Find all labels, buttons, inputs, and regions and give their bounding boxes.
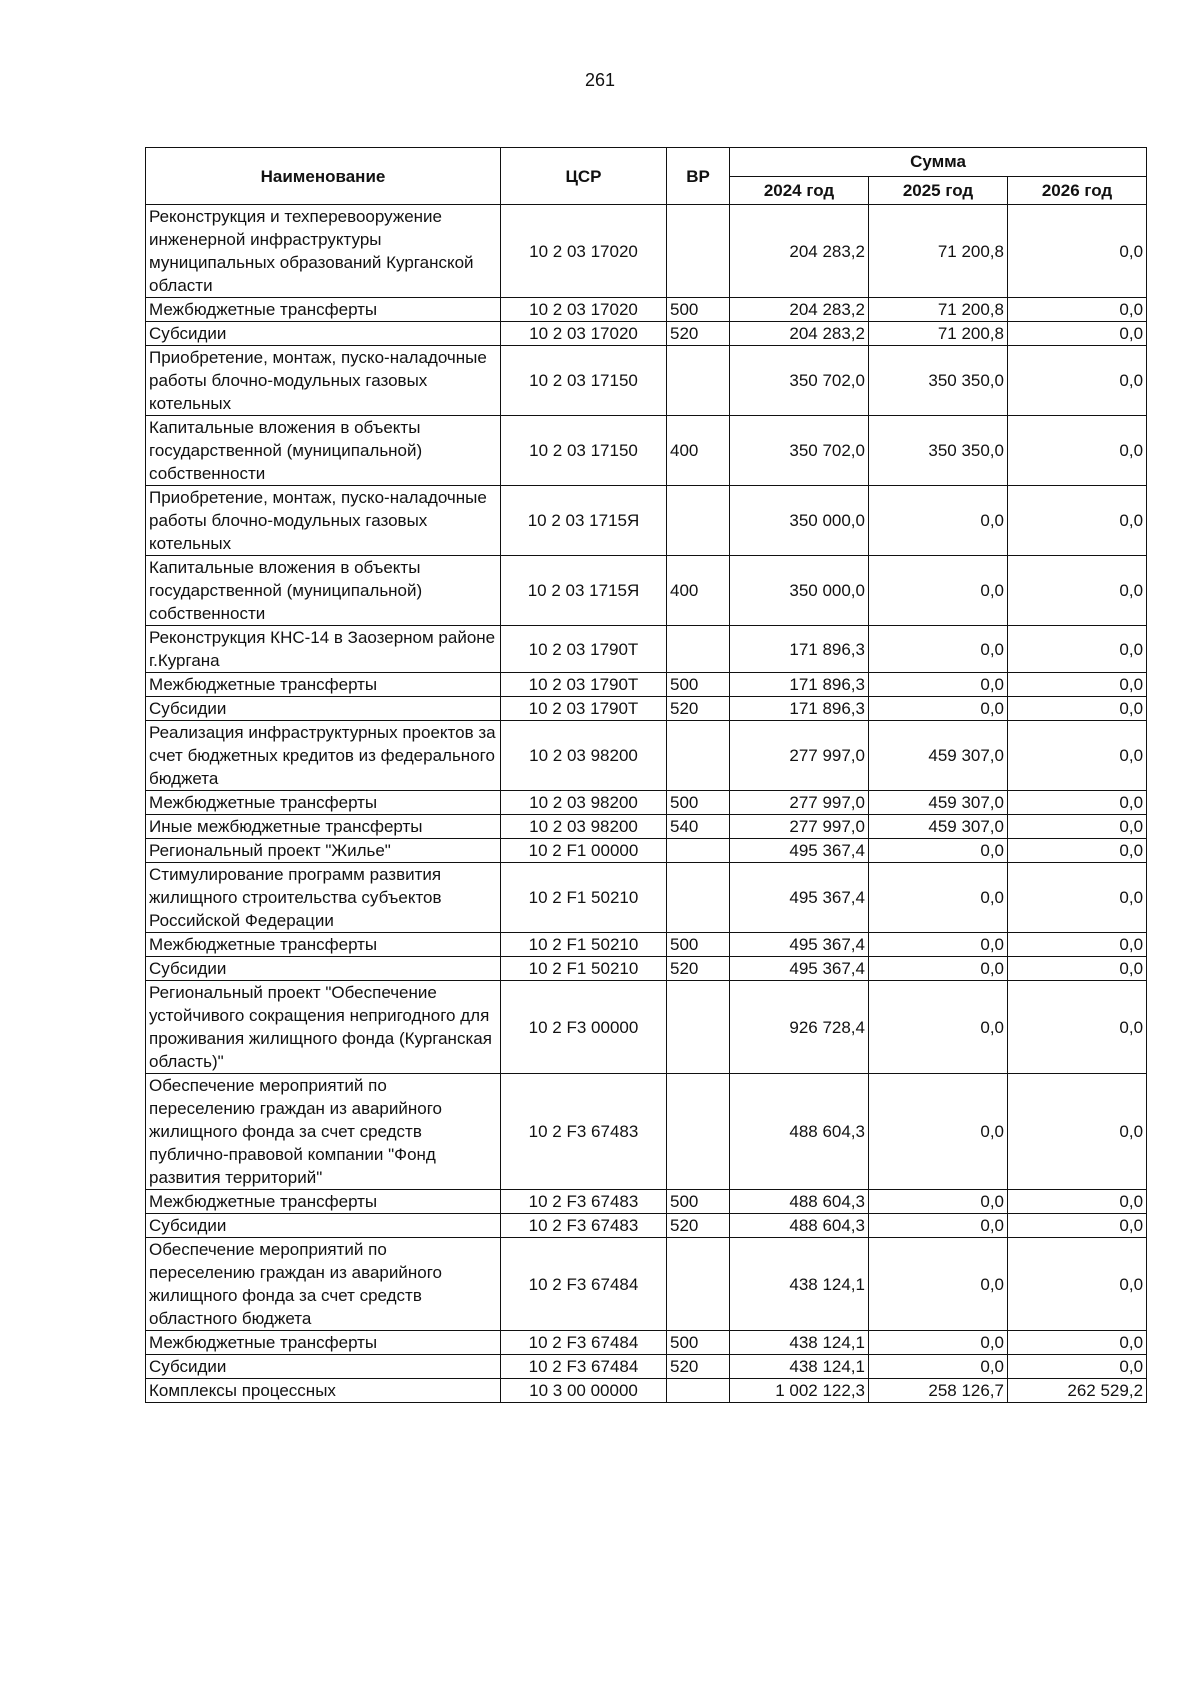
row-sum-2026-cell: 0,0 xyxy=(1008,1190,1147,1214)
table-header xyxy=(146,148,1147,205)
table-row xyxy=(146,1238,1147,1331)
row-vr-cell: 400 xyxy=(667,416,730,486)
table-row xyxy=(146,1074,1147,1190)
row-sum-2025-cell: 459 307,0 xyxy=(869,815,1008,839)
row-csr-cell: 10 2 F3 67484 xyxy=(501,1238,667,1331)
row-name-cell: Субсидии xyxy=(146,697,501,721)
row-csr-cell: 10 2 F3 67483 xyxy=(501,1214,667,1238)
row-csr-cell: 10 2 03 1790Т xyxy=(501,697,667,721)
row-vr-cell xyxy=(667,1074,730,1190)
row-vr-cell: 500 xyxy=(667,298,730,322)
row-name-cell: Субсидии xyxy=(146,957,501,981)
row-name-cell: Комплексы процессных xyxy=(146,1379,501,1403)
row-sum-2026-cell: 0,0 xyxy=(1008,1238,1147,1331)
row-csr-cell: 10 2 03 17020 xyxy=(501,298,667,322)
row-vr-cell: 500 xyxy=(667,791,730,815)
row-name-cell: Приобретение, монтаж, пуско-наладочные работы блочно-модульных газовых котельных xyxy=(146,486,501,556)
table-row xyxy=(146,933,1147,957)
row-name-cell: Реализация инфраструктурных проектов за счет бюджетных кредитов из федерального бюджета xyxy=(146,721,501,791)
row-sum-2024-cell: 488 604,3 xyxy=(730,1190,869,1214)
row-sum-2025-cell: 0,0 xyxy=(869,981,1008,1074)
header-csr: ЦСР xyxy=(501,148,667,205)
row-sum-2024-cell: 350 000,0 xyxy=(730,556,869,626)
row-sum-2025-cell: 459 307,0 xyxy=(869,791,1008,815)
row-sum-2025-cell: 71 200,8 xyxy=(869,205,1008,298)
row-csr-cell: 10 2 03 98200 xyxy=(501,721,667,791)
row-sum-2026-cell: 0,0 xyxy=(1008,721,1147,791)
row-sum-2024-cell: 171 896,3 xyxy=(730,626,869,673)
budget-table xyxy=(145,147,1147,1403)
row-sum-2024-cell: 495 367,4 xyxy=(730,839,869,863)
row-sum-2025-cell: 258 126,7 xyxy=(869,1379,1008,1403)
row-vr-cell: 540 xyxy=(667,815,730,839)
row-csr-cell: 10 2 03 1715Я xyxy=(501,556,667,626)
row-sum-2025-cell: 0,0 xyxy=(869,1190,1008,1214)
row-sum-2026-cell: 0,0 xyxy=(1008,346,1147,416)
row-sum-2025-cell: 0,0 xyxy=(869,1331,1008,1355)
row-sum-2026-cell: 0,0 xyxy=(1008,1214,1147,1238)
row-csr-cell: 10 2 03 98200 xyxy=(501,815,667,839)
row-sum-2025-cell: 0,0 xyxy=(869,556,1008,626)
row-sum-2026-cell: 0,0 xyxy=(1008,697,1147,721)
row-sum-2026-cell: 0,0 xyxy=(1008,1331,1147,1355)
table-row xyxy=(146,981,1147,1074)
row-vr-cell xyxy=(667,626,730,673)
row-sum-2026-cell: 0,0 xyxy=(1008,673,1147,697)
row-sum-2024-cell: 495 367,4 xyxy=(730,863,869,933)
table-row xyxy=(146,697,1147,721)
row-sum-2025-cell: 0,0 xyxy=(869,957,1008,981)
row-name-cell: Обеспечение мероприятий по переселению граждан из аварийного жилищного фонда за счет средств областного бюджета xyxy=(146,1238,501,1331)
row-sum-2024-cell: 926 728,4 xyxy=(730,981,869,1074)
row-csr-cell: 10 2 F3 67484 xyxy=(501,1355,667,1379)
row-sum-2026-cell: 0,0 xyxy=(1008,486,1147,556)
row-sum-2026-cell: 0,0 xyxy=(1008,839,1147,863)
row-vr-cell xyxy=(667,981,730,1074)
row-csr-cell: 10 2 03 1790Т xyxy=(501,673,667,697)
row-csr-cell: 10 2 F1 50210 xyxy=(501,863,667,933)
row-sum-2025-cell: 350 350,0 xyxy=(869,346,1008,416)
row-sum-2025-cell: 0,0 xyxy=(869,697,1008,721)
row-vr-cell: 500 xyxy=(667,1331,730,1355)
row-sum-2026-cell: 0,0 xyxy=(1008,863,1147,933)
table-row xyxy=(146,791,1147,815)
row-name-cell: Стимулирование программ развития жилищного строительства субъектов Российской Федерации xyxy=(146,863,501,933)
row-csr-cell: 10 2 F3 67484 xyxy=(501,1331,667,1355)
table-row xyxy=(146,322,1147,346)
row-sum-2026-cell: 0,0 xyxy=(1008,626,1147,673)
table-row xyxy=(146,815,1147,839)
row-sum-2024-cell: 488 604,3 xyxy=(730,1074,869,1190)
header-year-2024: 2024 год xyxy=(730,176,869,205)
row-name-cell: Межбюджетные трансферты xyxy=(146,933,501,957)
row-vr-cell: 520 xyxy=(667,957,730,981)
row-sum-2025-cell: 0,0 xyxy=(869,626,1008,673)
row-vr-cell: 520 xyxy=(667,322,730,346)
row-sum-2026-cell: 0,0 xyxy=(1008,298,1147,322)
row-sum-2024-cell: 350 000,0 xyxy=(730,486,869,556)
row-name-cell: Иные межбюджетные трансферты xyxy=(146,815,501,839)
row-name-cell: Субсидии xyxy=(146,322,501,346)
row-sum-2025-cell: 71 200,8 xyxy=(869,298,1008,322)
row-sum-2025-cell: 0,0 xyxy=(869,673,1008,697)
row-sum-2025-cell: 71 200,8 xyxy=(869,322,1008,346)
table-row xyxy=(146,721,1147,791)
row-vr-cell xyxy=(667,1379,730,1403)
header-year-2026: 2026 год xyxy=(1008,176,1147,205)
row-csr-cell: 10 2 F1 50210 xyxy=(501,957,667,981)
row-sum-2026-cell: 0,0 xyxy=(1008,416,1147,486)
row-name-cell: Межбюджетные трансферты xyxy=(146,1331,501,1355)
row-sum-2026-cell: 0,0 xyxy=(1008,205,1147,298)
row-csr-cell: 10 2 F1 00000 xyxy=(501,839,667,863)
row-sum-2024-cell: 171 896,3 xyxy=(730,673,869,697)
row-sum-2026-cell: 0,0 xyxy=(1008,933,1147,957)
row-sum-2025-cell: 0,0 xyxy=(869,1355,1008,1379)
row-sum-2026-cell: 0,0 xyxy=(1008,1355,1147,1379)
header-sum: Сумма xyxy=(730,148,1147,177)
table-row xyxy=(146,1190,1147,1214)
row-csr-cell: 10 2 03 17020 xyxy=(501,205,667,298)
table-row xyxy=(146,1355,1147,1379)
row-name-cell: Региональный проект "Жилье" xyxy=(146,839,501,863)
row-name-cell: Региональный проект "Обеспечение устойчивого сокращения непригодного для проживания жилищного фонда (Курганская область)" xyxy=(146,981,501,1074)
row-csr-cell: 10 2 03 17150 xyxy=(501,346,667,416)
row-sum-2026-cell: 0,0 xyxy=(1008,1074,1147,1190)
row-sum-2024-cell: 204 283,2 xyxy=(730,322,869,346)
row-name-cell: Капитальные вложения в объекты государственной (муниципальной) собственности xyxy=(146,556,501,626)
row-vr-cell: 500 xyxy=(667,673,730,697)
row-sum-2024-cell: 1 002 122,3 xyxy=(730,1379,869,1403)
row-sum-2024-cell: 204 283,2 xyxy=(730,298,869,322)
row-sum-2025-cell: 459 307,0 xyxy=(869,721,1008,791)
row-name-cell: Межбюджетные трансферты xyxy=(146,673,501,697)
row-csr-cell: 10 2 F3 67483 xyxy=(501,1190,667,1214)
row-csr-cell: 10 2 F1 50210 xyxy=(501,933,667,957)
table-row xyxy=(146,1214,1147,1238)
row-vr-cell xyxy=(667,863,730,933)
row-sum-2025-cell: 0,0 xyxy=(869,1074,1008,1190)
row-vr-cell xyxy=(667,721,730,791)
row-sum-2024-cell: 204 283,2 xyxy=(730,205,869,298)
header-name: Наименование xyxy=(146,148,501,205)
row-sum-2024-cell: 438 124,1 xyxy=(730,1355,869,1379)
row-sum-2024-cell: 438 124,1 xyxy=(730,1331,869,1355)
table-row xyxy=(146,1379,1147,1403)
table-row xyxy=(146,298,1147,322)
row-vr-cell xyxy=(667,486,730,556)
table-row xyxy=(146,486,1147,556)
row-sum-2025-cell: 350 350,0 xyxy=(869,416,1008,486)
row-sum-2025-cell: 0,0 xyxy=(869,1214,1008,1238)
row-name-cell: Реконструкция и техперевооружение инженерной инфраструктуры муниципальных образований Курганской области xyxy=(146,205,501,298)
row-name-cell: Субсидии xyxy=(146,1214,501,1238)
row-vr-cell xyxy=(667,205,730,298)
row-sum-2024-cell: 488 604,3 xyxy=(730,1214,869,1238)
table-row xyxy=(146,626,1147,673)
row-sum-2024-cell: 171 896,3 xyxy=(730,697,869,721)
row-sum-2026-cell: 0,0 xyxy=(1008,957,1147,981)
row-vr-cell xyxy=(667,839,730,863)
row-sum-2026-cell: 0,0 xyxy=(1008,322,1147,346)
page-number: 261 xyxy=(584,70,616,90)
row-csr-cell: 10 2 03 98200 xyxy=(501,791,667,815)
table-row xyxy=(146,1331,1147,1355)
row-name-cell: Обеспечение мероприятий по переселению граждан из аварийного жилищного фонда за счет средств публично-правовой компании "Фонд развития территорий" xyxy=(146,1074,501,1190)
row-sum-2024-cell: 438 124,1 xyxy=(730,1238,869,1331)
row-sum-2026-cell: 0,0 xyxy=(1008,556,1147,626)
row-vr-cell: 520 xyxy=(667,1214,730,1238)
row-name-cell: Субсидии xyxy=(146,1355,501,1379)
row-vr-cell xyxy=(667,1238,730,1331)
row-csr-cell: 10 2 03 17150 xyxy=(501,416,667,486)
row-csr-cell: 10 2 F3 00000 xyxy=(501,981,667,1074)
table-row xyxy=(146,957,1147,981)
row-csr-cell: 10 2 03 1715Я xyxy=(501,486,667,556)
row-sum-2024-cell: 495 367,4 xyxy=(730,933,869,957)
row-sum-2024-cell: 277 997,0 xyxy=(730,791,869,815)
row-vr-cell: 520 xyxy=(667,1355,730,1379)
header-vr: ВР xyxy=(667,148,730,205)
row-vr-cell: 520 xyxy=(667,697,730,721)
row-sum-2026-cell: 0,0 xyxy=(1008,981,1147,1074)
row-name-cell: Межбюджетные трансферты xyxy=(146,791,501,815)
row-sum-2025-cell: 0,0 xyxy=(869,933,1008,957)
row-sum-2024-cell: 277 997,0 xyxy=(730,721,869,791)
row-vr-cell xyxy=(667,346,730,416)
row-name-cell: Межбюджетные трансферты xyxy=(146,298,501,322)
table-row xyxy=(146,346,1147,416)
row-name-cell: Реконструкция КНС-14 в Заозерном районе г.Кургана xyxy=(146,626,501,673)
row-sum-2025-cell: 0,0 xyxy=(869,486,1008,556)
row-sum-2024-cell: 277 997,0 xyxy=(730,815,869,839)
table-row xyxy=(146,839,1147,863)
table-row xyxy=(146,556,1147,626)
row-name-cell: Приобретение, монтаж, пуско-наладочные работы блочно-модульных газовых котельных xyxy=(146,346,501,416)
row-csr-cell: 10 2 03 17020 xyxy=(501,322,667,346)
row-sum-2026-cell: 0,0 xyxy=(1008,791,1147,815)
row-sum-2026-cell: 0,0 xyxy=(1008,815,1147,839)
row-sum-2024-cell: 350 702,0 xyxy=(730,416,869,486)
table-row xyxy=(146,863,1147,933)
row-csr-cell: 10 2 03 1790Т xyxy=(501,626,667,673)
row-sum-2025-cell: 0,0 xyxy=(869,839,1008,863)
row-vr-cell: 500 xyxy=(667,933,730,957)
row-csr-cell: 10 3 00 00000 xyxy=(501,1379,667,1403)
row-sum-2026-cell: 262 529,2 xyxy=(1008,1379,1147,1403)
table-body xyxy=(146,205,1147,1403)
row-vr-cell: 400 xyxy=(667,556,730,626)
row-name-cell: Капитальные вложения в объекты государственной (муниципальной) собственности xyxy=(146,416,501,486)
row-vr-cell: 500 xyxy=(667,1190,730,1214)
row-sum-2025-cell: 0,0 xyxy=(869,863,1008,933)
row-name-cell: Межбюджетные трансферты xyxy=(146,1190,501,1214)
header-year-2025: 2025 год xyxy=(869,176,1008,205)
row-sum-2025-cell: 0,0 xyxy=(869,1238,1008,1331)
table-row xyxy=(146,673,1147,697)
table-row xyxy=(146,205,1147,298)
row-sum-2024-cell: 495 367,4 xyxy=(730,957,869,981)
table-row xyxy=(146,416,1147,486)
row-csr-cell: 10 2 F3 67483 xyxy=(501,1074,667,1190)
row-sum-2024-cell: 350 702,0 xyxy=(730,346,869,416)
